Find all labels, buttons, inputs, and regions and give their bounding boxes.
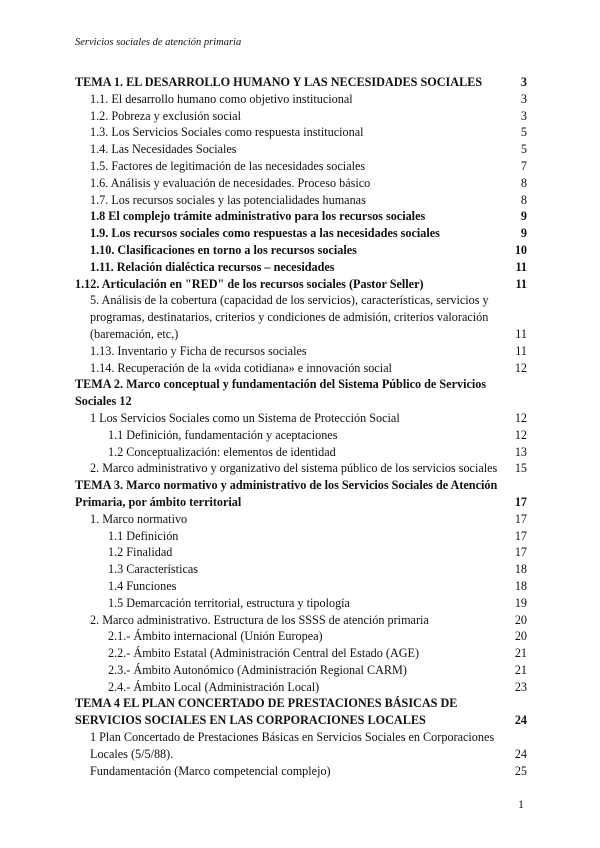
toc-entry-title: 1.9. Los recursos sociales como respuestas a las necesidades sociales — [90, 226, 440, 241]
toc-entry-title: 2.3.- Ámbito Autonómico (Administración Regional CARM) — [108, 662, 407, 677]
toc-entry-title: 1. Marco normativo — [90, 511, 188, 526]
toc-entry-page: 20 — [514, 612, 527, 627]
toc-entry-title: 1.14. Recuperación de la «vida cotidiana» e innovación social — [90, 360, 392, 375]
toc-entry-page: 15 — [514, 461, 527, 476]
toc-entry[interactable] — [75, 511, 527, 528]
toc-entry-title: 1.10. Clasificaciones en torno a los recursos sociales — [90, 242, 357, 257]
toc-entry-page: 20 — [514, 629, 527, 644]
toc-entry[interactable] — [75, 595, 527, 612]
toc-entry-title: 1 Los Servicios Sociales como un Sistema de Protección Social — [90, 410, 400, 425]
toc-entry-title: 1.12. Articulación en "RED" de los recursos sociales (Pastor Seller) — [75, 276, 424, 291]
table-of-contents — [75, 74, 527, 779]
toc-entry-title: 1.5. Factores de legitimación de las necesidades sociales — [90, 158, 366, 173]
toc-entry-title: 2. Marco administrativo y organizativo del sistema público de los servicios sociales — [90, 461, 498, 476]
toc-entry[interactable] — [75, 124, 527, 141]
toc-entry[interactable] — [75, 208, 527, 225]
toc-entry-page: 17 — [514, 511, 527, 526]
toc-entry-title: 1.5 Demarcación territorial, estructura y tipología — [108, 595, 350, 610]
toc-entry[interactable] — [75, 410, 527, 427]
toc-entry-page: 24 — [514, 713, 527, 728]
toc-entry-title: 1 Plan Concertado de Prestaciones Básicas en Servicios Sociales en Corporaciones Locales (5/5/88). — [90, 730, 495, 761]
toc-entry[interactable] — [75, 158, 527, 175]
toc-entry-page: 3 — [520, 75, 527, 89]
toc-entry-title: 1.7. Los recursos sociales y las potencialidades humanas — [90, 192, 366, 207]
toc-entry[interactable] — [75, 74, 527, 91]
toc-entry[interactable] — [75, 225, 527, 242]
toc-entry[interactable] — [75, 477, 527, 511]
toc-entry[interactable] — [75, 662, 527, 679]
toc-entry-page: 23 — [514, 679, 527, 694]
toc-entry-page: 17 — [514, 494, 527, 509]
toc-entry[interactable] — [75, 376, 527, 410]
toc-entry[interactable] — [75, 528, 527, 545]
toc-entry-page: 9 — [520, 209, 527, 224]
toc-entry[interactable] — [75, 427, 527, 444]
toc-entry[interactable] — [75, 192, 527, 209]
toc-entry-page: 17 — [514, 528, 527, 543]
toc-entry-page: 11 — [515, 259, 527, 274]
toc-entry-title: 1.2 Conceptualización: elementos de identidad — [108, 444, 336, 459]
toc-entry[interactable] — [75, 276, 527, 293]
toc-entry-title: 1.4 Funciones — [108, 578, 177, 593]
page-number: 1 — [518, 797, 524, 811]
toc-entry-page: 21 — [514, 662, 527, 677]
toc-entry[interactable] — [75, 108, 527, 125]
toc-entry-title: 1.4. Las Necesidades Sociales — [90, 142, 237, 157]
toc-entry-page: 11 — [515, 276, 527, 291]
toc-entry-title: Fundamentación (Marco competencial complejo) — [90, 763, 331, 778]
toc-entry[interactable] — [75, 259, 527, 276]
toc-entry-title: 1.1. El desarrollo humano como objetivo institucional — [90, 91, 353, 106]
toc-entry-title: 1.3 Características — [108, 562, 199, 577]
toc-entry-title: 1.13. Inventario y Ficha de recursos sociales — [90, 343, 307, 358]
toc-entry-page: 5 — [520, 125, 527, 140]
toc-entry[interactable] — [75, 242, 527, 259]
toc-entry-page: 11 — [515, 326, 527, 341]
toc-entry-title: 1.2 Finalidad — [108, 545, 173, 560]
toc-entry[interactable] — [75, 292, 527, 342]
toc-entry-title: TEMA 2. Marco conceptual y fundamentación del Sistema Público de Servicios Sociales 12 — [75, 377, 487, 409]
toc-entry-title: 2. Marco administrativo. Estructura de los SSSS de atención primaria — [90, 612, 429, 627]
toc-entry-title: 1.11. Relación dialéctica recursos – necesidades — [90, 259, 335, 274]
toc-entry-page: 21 — [514, 646, 527, 661]
toc-entry-page: 8 — [520, 192, 527, 207]
toc-entry-title: TEMA 1. EL DESARROLLO HUMANO Y LAS NECESIDADES SOCIALES — [75, 75, 483, 89]
toc-entry[interactable] — [75, 343, 527, 360]
toc-entry-page: 17 — [514, 545, 527, 560]
toc-entry-page: 18 — [514, 562, 527, 577]
toc-entry[interactable] — [75, 729, 527, 763]
toc-entry[interactable] — [75, 91, 527, 108]
toc-entry-page: 3 — [520, 91, 527, 106]
toc-entry[interactable] — [75, 612, 527, 629]
toc-entry[interactable] — [75, 444, 527, 461]
toc-entry-page: 10 — [514, 242, 527, 257]
toc-entry[interactable] — [75, 561, 527, 578]
toc-entry-title: 1.3. Los Servicios Sociales como respuesta institucional — [90, 125, 364, 140]
toc-entry-page: 24 — [514, 746, 527, 761]
toc-entry-page: 3 — [520, 108, 527, 123]
toc-entry-title: TEMA 4 EL PLAN CONCERTADO DE PRESTACIONES BÁSICAS DE SERVICIOS SOCIALES EN LAS CORPORACIONES LOCALES — [75, 696, 458, 728]
toc-entry-title: 2.4.- Ámbito Local (Administración Local) — [108, 679, 320, 694]
toc-entry-page: 12 — [514, 360, 527, 375]
toc-entry-title: TEMA 3. Marco normativo y administrativo de los Servicios Sociales de Atención Primaria, por ámbito territorial — [75, 478, 498, 509]
toc-entry-title: 5. Análisis de la cobertura (capacidad de los servicios), características, servicios y programas, destinatarios, criterios y condiciones de admisión, criterios valoración (baremación, etc,) — [90, 293, 489, 341]
toc-entry-title: 1.8 El complejo trámite administrativo para los recursos sociales — [90, 209, 426, 224]
toc-entry-page: 5 — [520, 142, 527, 157]
toc-entry-page: 11 — [515, 343, 527, 358]
toc-entry[interactable] — [75, 544, 527, 561]
toc-entry-page: 12 — [514, 427, 527, 442]
toc-entry[interactable] — [75, 578, 527, 595]
toc-entry-page: 12 — [514, 410, 527, 425]
toc-entry-page: 18 — [514, 578, 527, 593]
toc-entry[interactable] — [75, 679, 527, 696]
toc-entry-title: 2.1.- Ámbito internacional (Unión Europea) — [108, 629, 323, 644]
toc-entry-page: 9 — [520, 226, 527, 241]
toc-entry[interactable] — [75, 460, 527, 477]
toc-entry-title: 2.2.- Ámbito Estatal (Administración Central del Estado (AGE) — [108, 646, 420, 661]
toc-entry[interactable] — [75, 763, 527, 780]
toc-entry-title: 1.6. Análisis y evaluación de necesidades. Proceso básico — [90, 175, 371, 190]
toc-entry-page: 8 — [520, 175, 527, 190]
toc-entry-title: 1.1 Definición — [108, 528, 179, 543]
toc-entry-page: 13 — [514, 444, 527, 459]
toc-entry[interactable] — [75, 645, 527, 662]
toc-entry-page: 7 — [520, 158, 527, 173]
toc-entry-title: 1.1 Definición, fundamentación y aceptaciones — [108, 427, 338, 442]
running-header: Servicios sociales de atención primaria — [75, 37, 242, 48]
toc-entry-title: 1.2. Pobreza y exclusión social — [90, 108, 241, 123]
toc-entry[interactable] — [75, 175, 527, 192]
toc-entry[interactable] — [75, 628, 527, 645]
toc-entry[interactable] — [75, 695, 527, 729]
toc-entry-page: 19 — [514, 595, 527, 610]
toc-entry[interactable] — [75, 360, 527, 377]
toc-entry[interactable] — [75, 141, 527, 158]
toc-entry-page: 25 — [514, 763, 527, 778]
